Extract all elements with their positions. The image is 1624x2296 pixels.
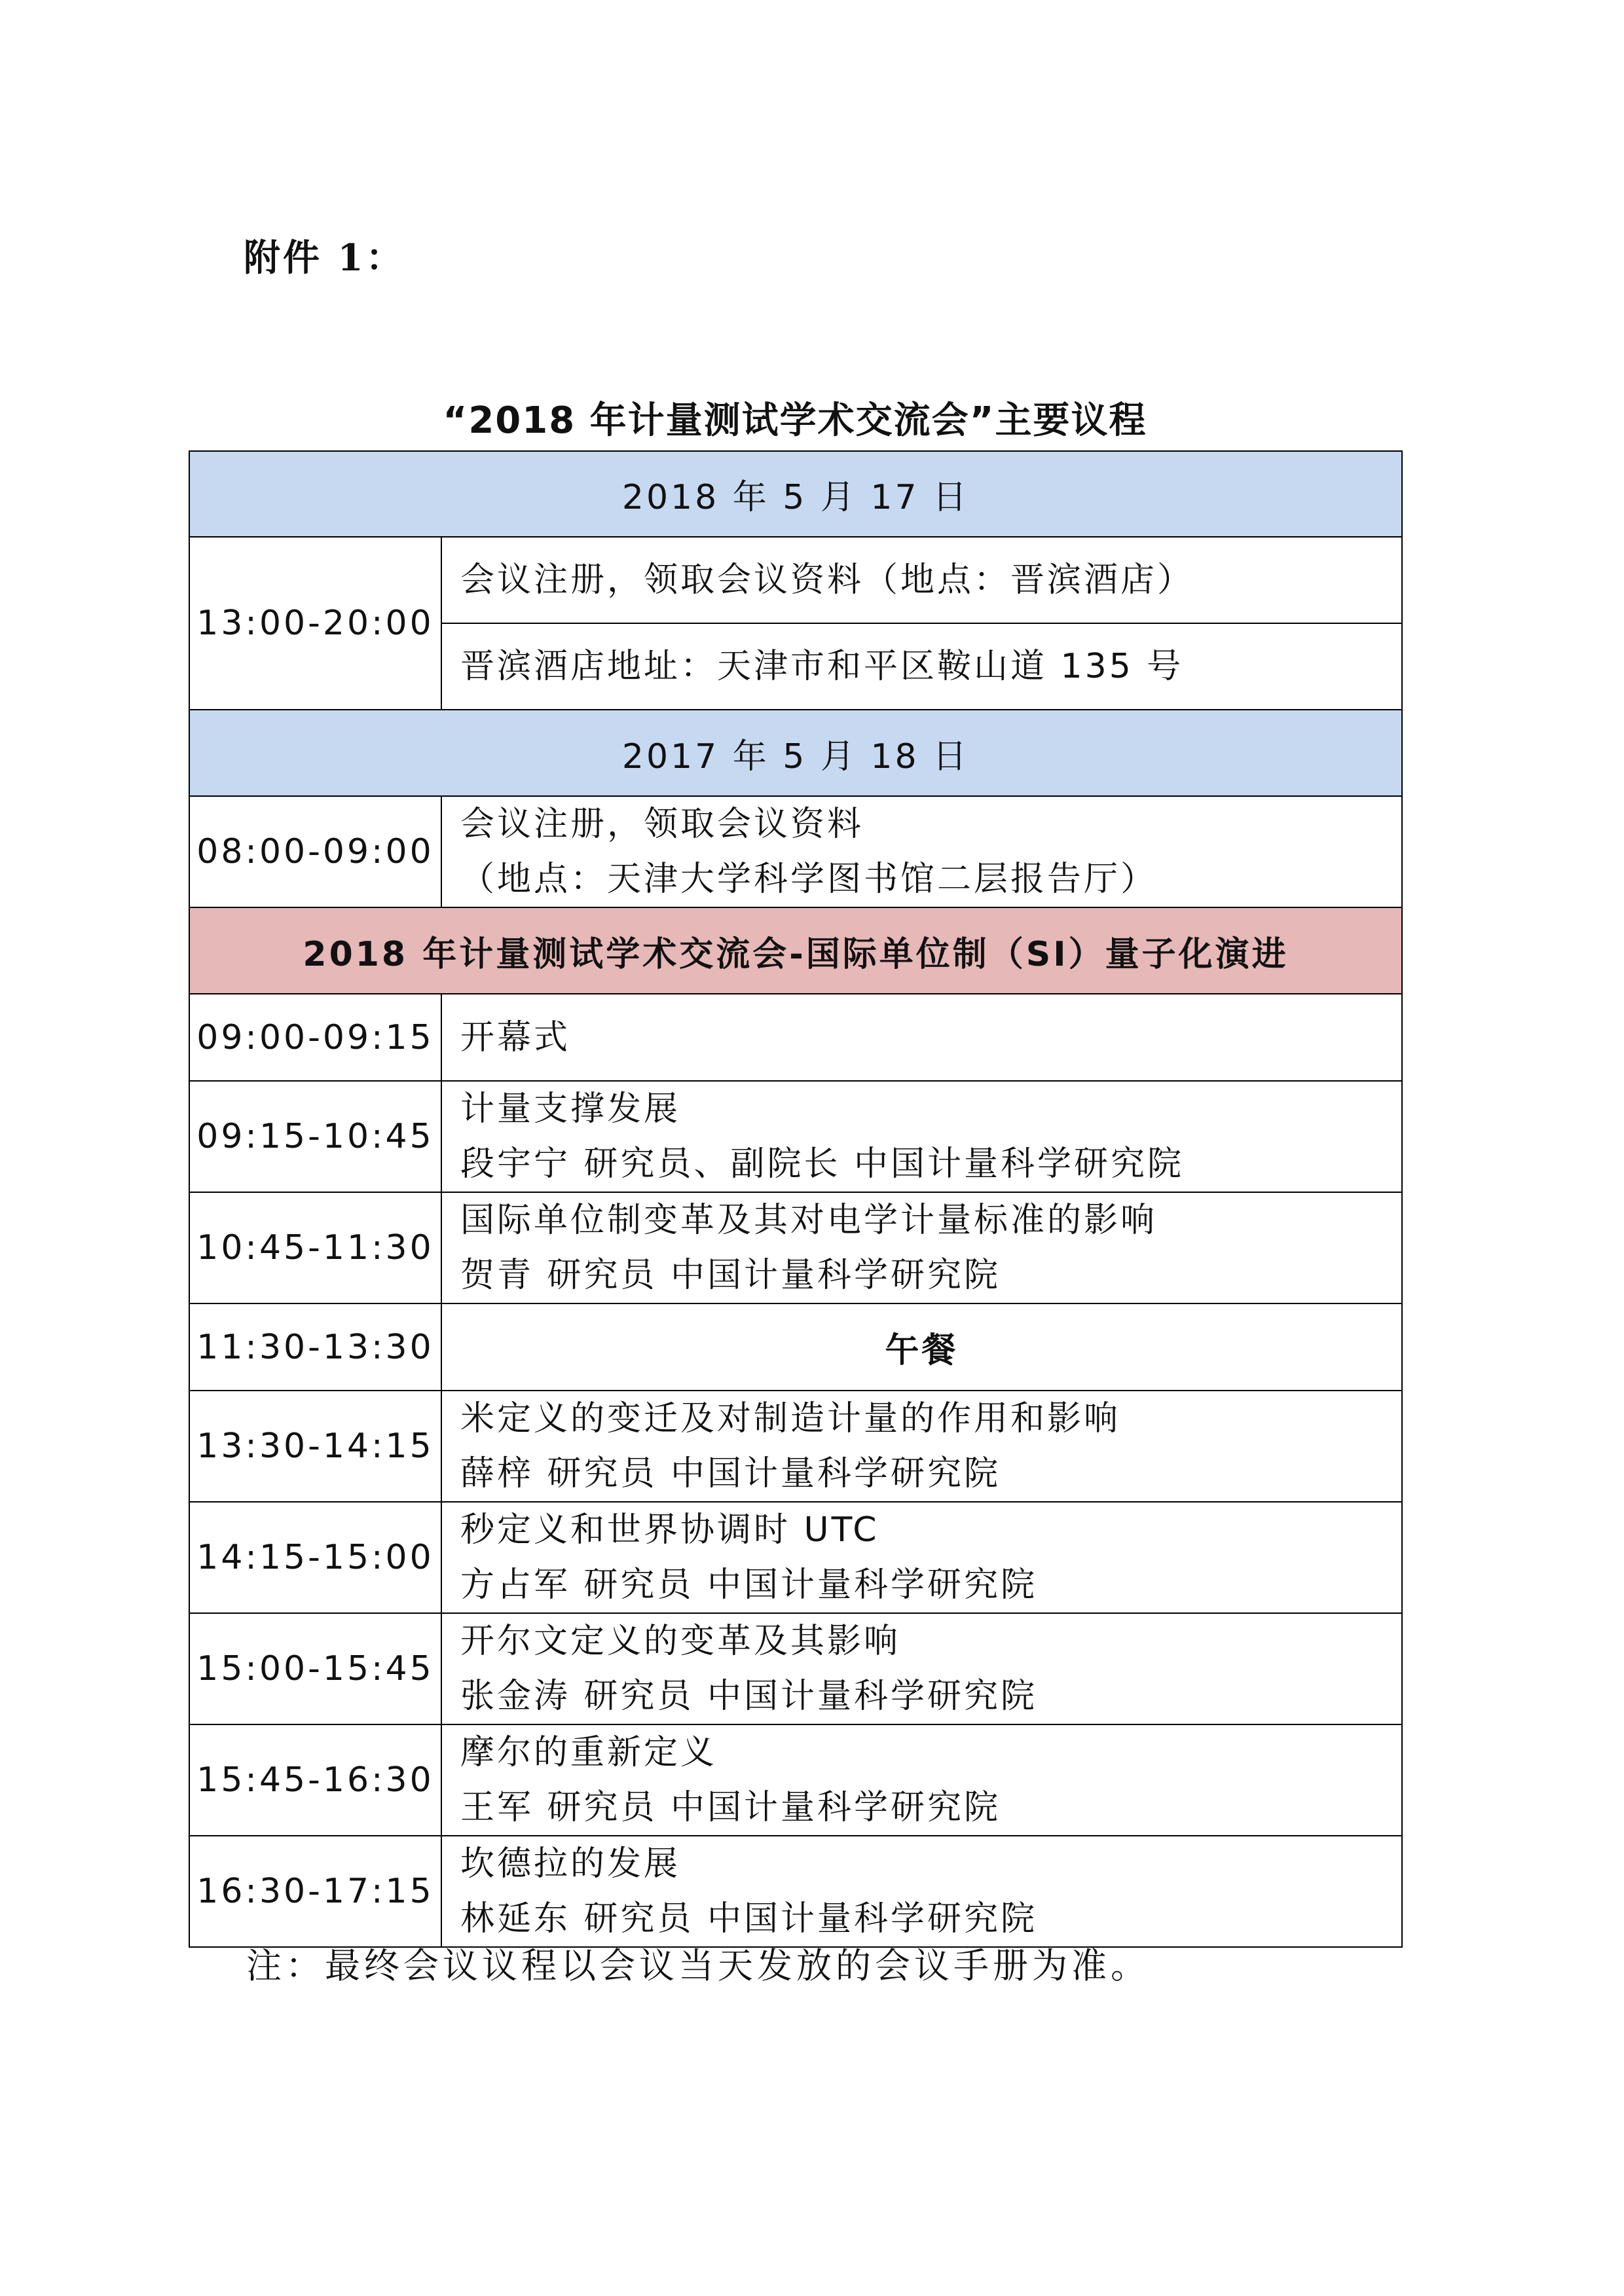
agenda-table [189, 450, 1403, 1948]
agenda-topic: 会议注册，领取会议资料 [460, 805, 864, 844]
table-row [189, 537, 1402, 623]
agenda-speaker: 贺青 研究员 中国计量科学研究院 [460, 1256, 1001, 1295]
agenda-topic: 计量支撑发展 [460, 1089, 681, 1129]
agenda-description [441, 1613, 1402, 1724]
table-row [189, 1303, 1402, 1391]
agenda-description [441, 1081, 1402, 1192]
agenda-speaker: 段宇宁 研究员、副院长 中国计量科学研究院 [460, 1144, 1185, 1184]
agenda-time: 16:30-17:15 [189, 1836, 441, 1947]
agenda-description [441, 1502, 1402, 1613]
agenda-topic: 摩尔的重新定义 [460, 1733, 718, 1772]
lunch-label: 午餐 [441, 1303, 1402, 1391]
table-row [189, 1836, 1402, 1947]
day2-date-row [189, 710, 1402, 796]
agenda-speaker: 方占军 研究员 中国计量科学研究院 [460, 1565, 1038, 1605]
day1-date-row [189, 451, 1402, 537]
agenda-topic: 米定义的变迁及对制造计量的作用和影响 [460, 1399, 1121, 1438]
agenda-time: 09:15-10:45 [189, 1081, 441, 1192]
agenda-speaker: 王军 研究员 中国计量科学研究院 [460, 1788, 1001, 1827]
table-row [189, 1081, 1402, 1192]
session-title-row [189, 907, 1402, 994]
agenda-speaker: 张金涛 研究员 中国计量科学研究院 [460, 1677, 1038, 1716]
footnote: 注：最终会议议程以会议当天发放的会议手册为准。 [246, 1945, 1150, 1986]
agenda-time: 09:00-09:15 [189, 994, 441, 1081]
table-row [189, 1613, 1402, 1724]
agenda-time: 13:30-14:15 [189, 1391, 441, 1502]
agenda-topic: 开幕式 [441, 994, 1402, 1081]
session-title: 2018 年计量测试学术交流会-国际单位制（SI）量子化演进 [189, 907, 1402, 994]
agenda-location: （地点：天津大学科学图书馆二层报告厅） [460, 860, 1158, 899]
agenda-time: 10:45-11:30 [189, 1192, 441, 1303]
table-row [189, 1724, 1402, 1836]
day2-date: 2017 年 5 月 18 日 [189, 710, 1402, 796]
agenda-description [441, 1724, 1402, 1836]
agenda-topic: 坎德拉的发展 [460, 1844, 681, 1884]
table-row [189, 994, 1402, 1081]
agenda-time: 15:00-15:45 [189, 1613, 441, 1724]
agenda-topic: 开尔文定义的变革及其影响 [460, 1622, 901, 1661]
agenda-time: 08:00-09:00 [189, 796, 441, 907]
agenda-time: 11:30-13:30 [189, 1303, 441, 1391]
table-row [189, 1391, 1402, 1502]
page-title: “2018 年计量测试学术交流会”主要议程 [443, 399, 1147, 442]
agenda-description [441, 796, 1402, 907]
agenda-time: 15:45-16:30 [189, 1724, 441, 1836]
day1-registration: 会议注册，领取会议资料（地点：晋滨酒店） [441, 537, 1402, 623]
agenda-speaker: 林延东 研究员 中国计量科学研究院 [460, 1899, 1038, 1939]
day1-date: 2018 年 5 月 17 日 [189, 451, 1402, 537]
day1-hotel-address: 晋滨酒店地址：天津市和平区鞍山道 135 号 [441, 623, 1402, 710]
agenda-topic: 秒定义和世界协调时 UTC [460, 1510, 879, 1550]
attachment-label: 附件 1： [244, 236, 405, 280]
table-row [189, 1502, 1402, 1613]
table-row [189, 796, 1402, 907]
agenda-description [441, 1391, 1402, 1502]
agenda-topic: 国际单位制变革及其对电学计量标准的影响 [460, 1201, 1158, 1240]
agenda-time: 14:15-15:00 [189, 1502, 441, 1613]
table-row [189, 1192, 1402, 1303]
agenda-speaker: 薛梓 研究员 中国计量科学研究院 [460, 1454, 1001, 1493]
day1-time: 13:00-20:00 [189, 537, 441, 710]
agenda-description [441, 1836, 1402, 1947]
agenda-description [441, 1192, 1402, 1303]
